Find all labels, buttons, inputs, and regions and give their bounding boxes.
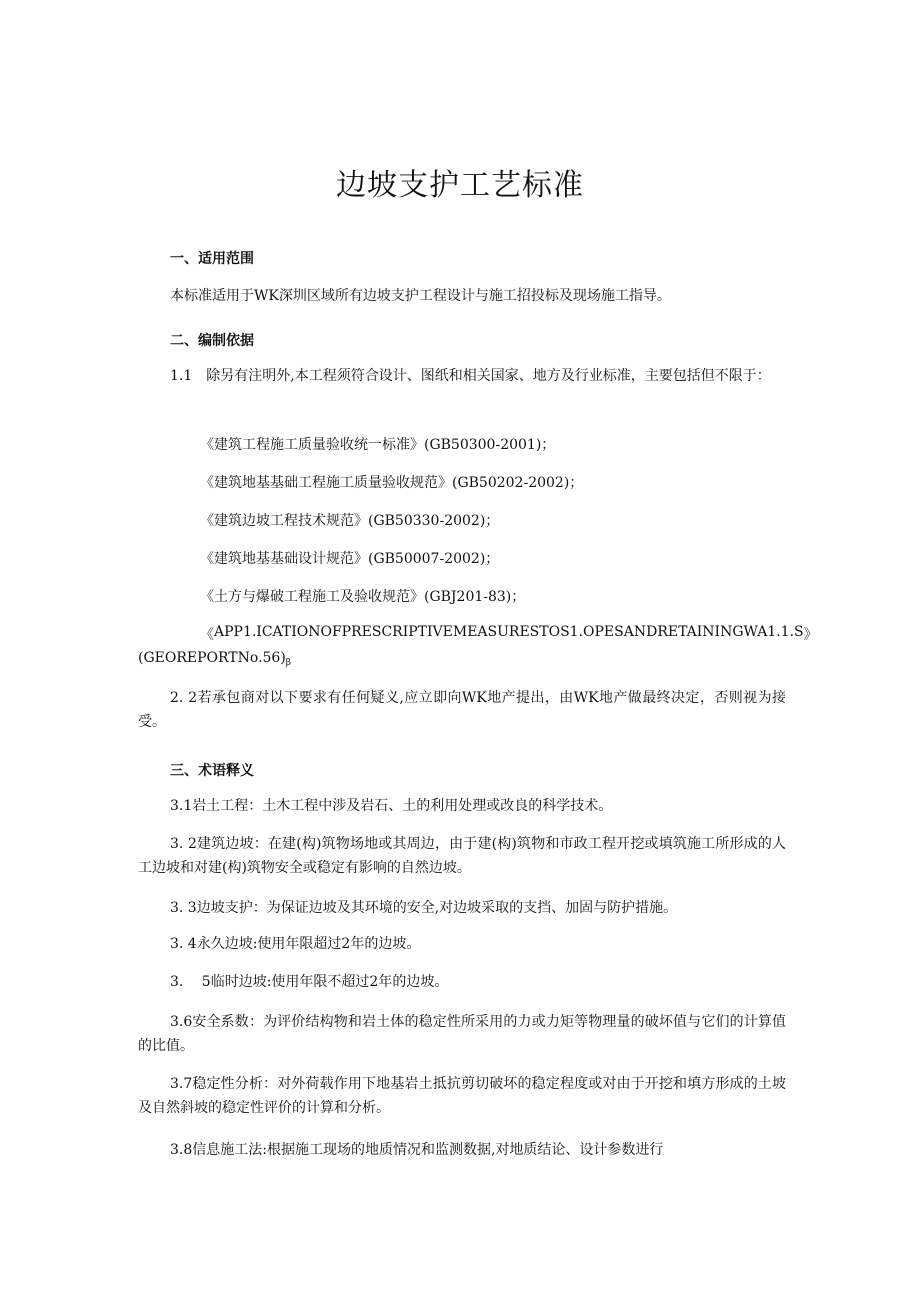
- term-item: 3. 5临时边坡:使用年限不超过2年的边坡。: [170, 974, 449, 990]
- reference-close-bracket: 》: [803, 627, 818, 643]
- reference-item: 《建筑地基基础工程施工质量验收规范》(GB50202-2002)；: [200, 475, 584, 491]
- reference-item: 《建筑边坡工程技术规范》(GB50330-2002)；: [200, 513, 500, 529]
- reference-open-bracket: 《: [200, 627, 214, 643]
- term-item: 3.6安全系数：为评价结构物和岩土体的稳定性所采用的力或力矩等物理量的破坏值与它们的计算值的比值。: [138, 1014, 786, 1054]
- reference-item: 《建筑地基基础设计规范》(GB50007-2002)；: [200, 551, 500, 567]
- reference-item-english: [200, 624, 818, 644]
- reference-item: 《土方与爆破工程施工及验收规范》(GBJ201-83)；: [200, 589, 526, 605]
- section-heading-terms: 三、术语释义: [170, 763, 254, 779]
- reference-english-title: APP1.ICATIONOFPRESCRIPTIVEMEASURESTOS1.OPESANDRETAININGWA1.1.S: [214, 624, 804, 640]
- term-item: 3.1岩土工程：土木工程中涉及岩石、土的利用处理或改良的科学技术。: [170, 798, 613, 814]
- reference-mark: β: [285, 658, 291, 668]
- section-heading-basis: 二、编制依据: [170, 333, 254, 349]
- term-item: 3. 2建筑边坡：在建(构)筑物场地或其周边，由于建(构)筑物和市政工程开挖或填筑施工所形成的人工边坡和对建(构)筑物安全或稳定有影响的自然边坡。: [138, 836, 786, 876]
- section-heading-scope: 一、适用范围: [170, 251, 254, 267]
- reference-report-number: (GEOREPORTNo.56): [138, 650, 286, 666]
- reference-item: 《建筑工程施工质量验收统一标准》(GB50300-2001)；: [200, 437, 556, 453]
- term-item: 3. 4永久边坡:使用年限超过2年的边坡。: [170, 936, 421, 952]
- basis-paragraph-2-2: 2. 2若承包商对以下要求有任何疑义,应立即向WK地产提出，由WK地产做最终决定，否则视为接受。: [138, 690, 786, 730]
- page-title: 边坡支护工艺标准: [336, 168, 584, 203]
- term-item: 3.7稳定性分析：对外荷载作用下地基岩土抵抗剪切破坏的稳定程度或对由于开挖和填方形成的土坡及自然斜坡的稳定性评价的计算和分析。: [138, 1076, 786, 1116]
- scope-paragraph: 本标准适用于WK深圳区域所有边坡支护工程设计与施工招投标及现场施工指导。: [170, 288, 671, 304]
- reference-english-continuation: [138, 650, 291, 668]
- basis-paragraph-1-1: 1.1 除另有注明外,本工程须符合设计、图纸和相关国家、地方及行业标准，主要包括但不限于：: [170, 368, 771, 384]
- term-item: 3. 3边坡支护：为保证边坡及其环境的安全,对边坡采取的支挡、加固与防护措施。: [170, 900, 678, 916]
- term-item: 3.8信息施工法:根据施工现场的地质情况和监测数据,对地质结论、设计参数进行: [170, 1142, 664, 1158]
